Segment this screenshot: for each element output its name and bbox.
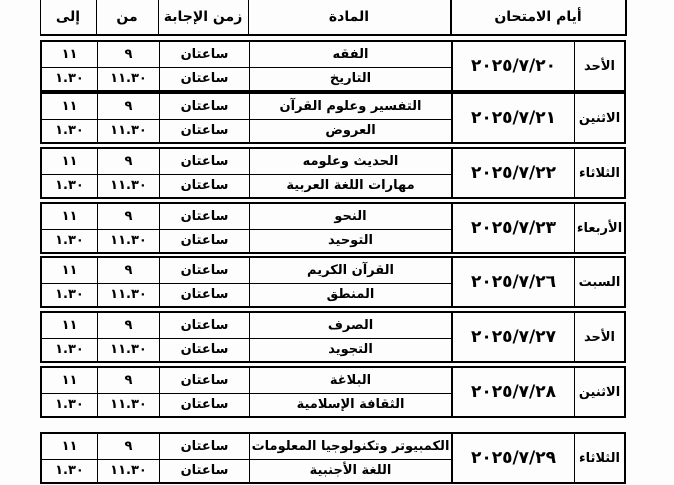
end-time: ١١ xyxy=(61,209,78,224)
duration: ساعتان xyxy=(180,233,229,248)
duration: ساعتان xyxy=(180,47,229,62)
schedule-row xyxy=(40,92,626,144)
end-time: ١.٣٠ xyxy=(55,233,84,248)
end-time: ١١ xyxy=(61,47,78,62)
subject: الثقافة الإسلامية xyxy=(296,397,405,412)
end-time: ١١ xyxy=(61,318,78,333)
start-time: ٩ xyxy=(124,47,133,62)
end-time: ١.٣٠ xyxy=(55,71,84,86)
duration: ساعتان xyxy=(180,178,229,193)
duration: ساعتان xyxy=(180,287,229,302)
exam-day: السبت xyxy=(578,274,621,290)
subject: الفقه xyxy=(332,47,369,62)
end-time: ١.٣٠ xyxy=(55,287,84,302)
exam-date: ٢٠٢٥/٧/٢٨ xyxy=(470,382,557,402)
exam-date: ٢٠٢٥/٧/٢٦ xyxy=(470,272,557,292)
schedule-row xyxy=(40,202,626,254)
subject: النحو xyxy=(334,209,367,224)
start-time: ٩ xyxy=(124,209,133,224)
schedule-row xyxy=(40,432,626,484)
duration: ساعتان xyxy=(180,99,229,114)
header-border-left xyxy=(40,0,41,34)
header-subject: المادة xyxy=(328,9,370,25)
start-time: ٩ xyxy=(124,439,133,454)
subject: المنطق xyxy=(326,287,375,302)
end-time: ١.٣٠ xyxy=(55,463,84,478)
end-time: ١.٣٠ xyxy=(55,123,84,138)
header-border-right xyxy=(625,0,627,34)
start-time: ٩ xyxy=(124,99,133,114)
header-exam-days: أيام الامتحان xyxy=(494,9,582,25)
header-from: من xyxy=(116,9,138,25)
exam-date: ٢٠٢٥/٧/٢١ xyxy=(470,108,557,128)
exam-day: الأحد xyxy=(583,58,615,74)
end-time: ١.٣٠ xyxy=(55,397,84,412)
start-time: ٩ xyxy=(124,318,133,333)
duration: ساعتان xyxy=(180,154,229,169)
start-time: ١١.٣٠ xyxy=(110,342,147,357)
duration: ساعتان xyxy=(180,209,229,224)
header-duration: زمن الإجابة xyxy=(163,9,243,25)
duration: ساعتان xyxy=(180,373,229,388)
subject: التوحيد xyxy=(328,233,373,248)
subject: اللغة الأجنبية xyxy=(309,463,392,478)
subject: البلاغة xyxy=(329,373,372,388)
header-divider xyxy=(158,0,159,34)
exam-day: الثلاثاء xyxy=(579,450,620,466)
exam-day: الاثنين xyxy=(578,384,621,400)
exam-day: الثلاثاء xyxy=(579,165,620,181)
exam-day: الأربعاء xyxy=(576,220,623,236)
start-time: ١١.٣٠ xyxy=(110,71,147,86)
duration: ساعتان xyxy=(180,71,229,86)
start-time: ١١.٣٠ xyxy=(110,178,147,193)
end-time: ١.٣٠ xyxy=(55,342,84,357)
exam-date: ٢٠٢٥/٧/٢٩ xyxy=(470,448,557,468)
duration: ساعتان xyxy=(180,397,229,412)
exam-date: ٢٠٢٥/٧/٢٢ xyxy=(470,163,557,183)
end-time: ١١ xyxy=(61,263,78,278)
start-time: ١١.٣٠ xyxy=(110,123,147,138)
schedule-row xyxy=(40,256,626,308)
end-time: ١١ xyxy=(61,373,78,388)
start-time: ١١.٣٠ xyxy=(110,463,147,478)
exam-date: ٢٠٢٥/٧/٢٣ xyxy=(470,218,557,238)
duration: ساعتان xyxy=(180,463,229,478)
start-time: ١١.٣٠ xyxy=(110,397,147,412)
end-time: ١١ xyxy=(61,154,78,169)
start-time: ٩ xyxy=(124,154,133,169)
schedule-row xyxy=(40,366,626,418)
start-time: ١١.٣٠ xyxy=(110,233,147,248)
duration: ساعتان xyxy=(180,439,229,454)
schedule-row xyxy=(40,311,626,363)
subject: التفسير وعلوم القرآن xyxy=(279,99,422,114)
subject: العروض xyxy=(325,123,376,138)
subject: التاريخ xyxy=(329,71,372,86)
subject: التجويد xyxy=(328,342,373,357)
header-divider xyxy=(450,0,452,34)
duration: ساعتان xyxy=(180,263,229,278)
subject: الكمبيوتر وتكنولوجيا المعلومات xyxy=(251,439,450,454)
header-divider xyxy=(248,0,249,34)
start-time: ٩ xyxy=(124,373,133,388)
subject: الصرف xyxy=(327,318,374,333)
exam-day: الأحد xyxy=(583,329,615,345)
header-to: إلى xyxy=(55,9,81,25)
subject: الحديث وعلومه xyxy=(302,154,399,169)
duration: ساعتان xyxy=(180,318,229,333)
duration: ساعتان xyxy=(180,342,229,357)
start-time: ١١.٣٠ xyxy=(110,287,147,302)
start-time: ٩ xyxy=(124,263,133,278)
header-divider xyxy=(96,0,97,34)
end-time: ١١ xyxy=(61,439,78,454)
subject: مهارات اللغة العربية xyxy=(286,178,415,193)
exam-date: ٢٠٢٥/٧/٢٠ xyxy=(470,56,557,76)
end-time: ١.٣٠ xyxy=(55,178,84,193)
duration: ساعتان xyxy=(180,123,229,138)
end-time: ١١ xyxy=(61,99,78,114)
schedule-row xyxy=(40,40,626,92)
schedule-row xyxy=(40,147,626,199)
subject: القرآن الكريم xyxy=(307,263,394,278)
exam-day: الاثنين xyxy=(578,110,621,126)
exam-date: ٢٠٢٥/٧/٢٧ xyxy=(470,327,557,347)
header-bottom-border xyxy=(40,34,627,36)
